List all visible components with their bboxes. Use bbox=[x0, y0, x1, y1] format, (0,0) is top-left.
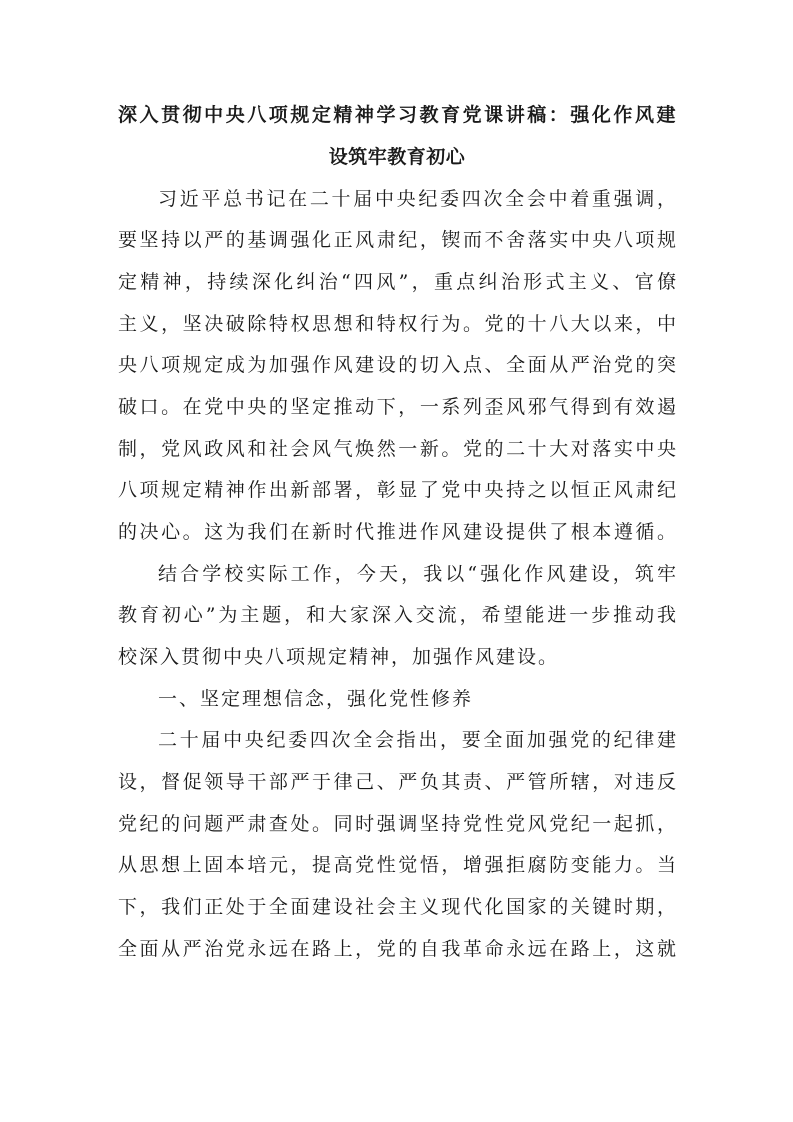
document-title-line-1: 深入贯彻中央八项规定精神学习教育党课讲稿：强化作风建 bbox=[118, 104, 676, 126]
paragraph-line: 定精神，持续深化纠治“四风”，重点纠治形式主义、官僚 bbox=[118, 271, 676, 293]
section-heading: 一、坚定理想信念，强化党性修养 bbox=[158, 688, 474, 710]
paragraph-line: 要坚持以严的基调强化正风肃纪，锲而不舍落实中央八项规 bbox=[118, 229, 676, 251]
paragraph-line: 教育初心”为主题，和大家深入交流，希望能进一步推动我 bbox=[118, 604, 676, 626]
paragraph-line: 制，党风政风和社会风气焕然一新。党的二十大对落实中央 bbox=[118, 438, 676, 460]
paragraph-line: 主义，坚决破除特权思想和特权行为。党的十八大以来，中 bbox=[118, 313, 676, 335]
paragraph-line: 破口。在党中央的坚定推动下，一系列歪风邪气得到有效遏 bbox=[118, 396, 676, 418]
paragraph-line: 央八项规定成为加强作风建设的切入点、全面从严治党的突 bbox=[118, 354, 676, 376]
paragraph-line: 结合学校实际工作，今天，我以“强化作风建设，筑牢 bbox=[158, 563, 676, 585]
paragraph-line: 二十届中央纪委四次全会指出，要全面加强党的纪律建 bbox=[158, 729, 676, 751]
paragraph-line: 设，督促领导干部严于律己、严负其责、严管所辖，对违反 bbox=[118, 771, 676, 793]
paragraph-line: 从思想上固本培元，提高党性觉悟，增强拒腐防变能力。当 bbox=[118, 854, 676, 876]
paragraph-line: 习近平总书记在二十届中央纪委四次全会中着重强调， bbox=[158, 188, 676, 210]
document-title-line-2: 设筑牢教育初心 bbox=[328, 146, 466, 168]
paragraph-line: 八项规定精神作出新部署，彰显了党中央持之以恒正风肃纪 bbox=[118, 479, 676, 501]
paragraph-line: 党纪的问题严肃查处。同时强调坚持党性党风党纪一起抓， bbox=[118, 813, 676, 835]
paragraph-line: 全面从严治党永远在路上，党的自我革命永远在路上，这就 bbox=[118, 938, 676, 960]
paragraph-line: 下，我们正处于全面建设社会主义现代化国家的关键时期， bbox=[118, 896, 676, 918]
paragraph-line: 的决心。这为我们在新时代推进作风建设提供了根本遵循。 bbox=[118, 521, 676, 543]
paragraph-line: 校深入贯彻中央八项规定精神，加强作风建设。 bbox=[118, 646, 560, 668]
